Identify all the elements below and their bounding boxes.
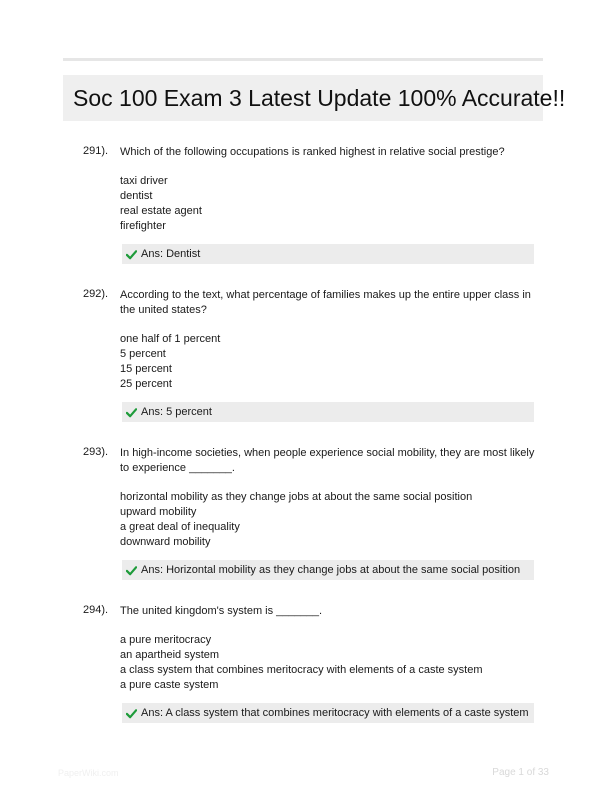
question-number: 292). [83, 288, 109, 300]
question-number: 294). [83, 604, 109, 616]
option-item: a class system that combines meritocracy with elements of a caste system [120, 664, 483, 676]
option-list [120, 633, 538, 693]
question-number: 293). [83, 446, 109, 458]
option-item: real estate agent [120, 205, 202, 217]
option-item: one half of 1 percent [120, 333, 221, 345]
option-item: downward mobility [120, 536, 211, 548]
check-icon [126, 249, 137, 260]
answer-box [122, 402, 534, 422]
check-icon [126, 565, 137, 576]
check-icon [126, 708, 137, 719]
option-item: a pure caste system [120, 679, 219, 691]
option-item: an apartheid system [120, 649, 220, 661]
option-item: horizontal mobility as they change jobs at about the same social position [120, 491, 473, 503]
answer-text: Ans: 5 percent [141, 406, 212, 418]
question-number: 291). [83, 145, 109, 157]
option-item: 15 percent [120, 363, 172, 375]
option-item: a great deal of inequality [120, 521, 240, 533]
title-banner [63, 75, 566, 121]
question-text: Which of the following occupations is ranked highest in relative social prestige? [120, 146, 505, 158]
option-item: 25 percent [120, 378, 172, 390]
page-number: Page 1 of 33 [492, 767, 549, 778]
answer-text: Ans: Dentist [141, 248, 201, 260]
footer-watermark: PaperWiki.com [58, 768, 119, 778]
answer-text: Ans: Horizontal mobility as they change jobs at about the same social position [141, 564, 521, 576]
answer-text: Ans: A class system that combines meritocracy with elements of a caste system [141, 707, 529, 719]
option-item: 5 percent [120, 348, 166, 360]
answer-box [122, 244, 534, 264]
option-list [120, 490, 538, 550]
option-list [120, 332, 538, 392]
document-title: Soc 100 Exam 3 Latest Update 100% Accurate!! [73, 84, 566, 111]
top-divider [63, 58, 543, 61]
option-item: taxi driver [120, 175, 168, 187]
answer-box [122, 703, 534, 723]
question-text: The united kingdom's system is _______. [120, 605, 323, 617]
option-list [120, 174, 538, 234]
option-item: firefighter [120, 220, 166, 232]
option-item: a pure meritocracy [120, 634, 212, 646]
option-item: upward mobility [120, 506, 197, 518]
question-text: According to the text, what percentage of families makes up the entire upper class in the united states? [120, 289, 531, 316]
answer-box [122, 560, 534, 580]
option-item: dentist [120, 190, 153, 202]
question-text: In high-income societies, when people experience social mobility, they are most likely to experience _______. [120, 447, 535, 474]
check-icon [126, 407, 137, 418]
